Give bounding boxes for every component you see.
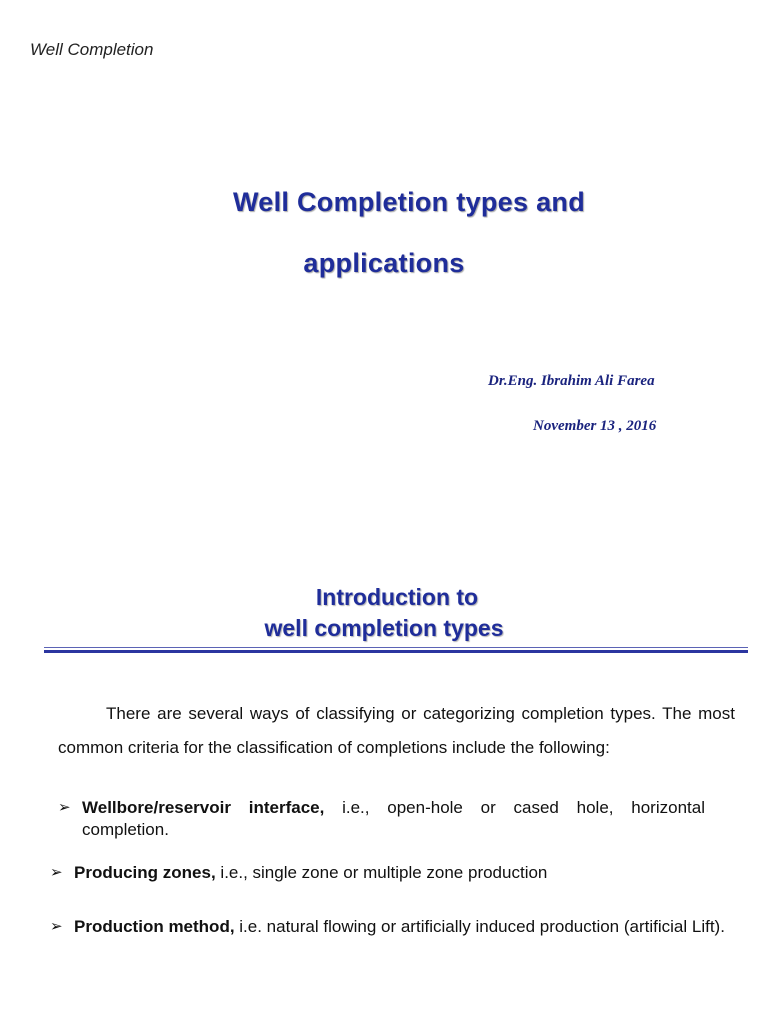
bullet-term: Producing zones, — [74, 863, 216, 882]
title-line-1: Well Completion types and — [232, 187, 586, 217]
bullet-item — [50, 862, 735, 884]
section-heading — [0, 582, 768, 644]
section-heading-line-1: Introduction to — [315, 584, 479, 610]
title-line-2: applications — [303, 248, 465, 278]
bullet-item — [50, 916, 735, 938]
bullet-text: i.e., single zone or multiple zone production — [215, 863, 548, 882]
bullet-term: Production method, — [74, 917, 235, 936]
arrow-bullet-icon: ➢ — [50, 918, 63, 935]
author-name: Dr.Eng. Ibrahim Ali Farea — [488, 373, 655, 389]
section-divider — [44, 647, 748, 653]
publication-date: November 13 , 2016 — [533, 418, 657, 434]
intro-paragraph: There are several ways of classifying or categorizing completion types. The most common criteria for the classification of completions include the following: — [58, 704, 735, 757]
bullet-text: i.e., open-hole or cased hole, horizontal completion. — [82, 798, 705, 839]
bullet-text: i.e. natural flowing or artificially induced production (artificial Lift). — [234, 917, 725, 936]
running-header: Well Completion — [30, 40, 154, 59]
arrow-bullet-icon: ➢ — [50, 864, 63, 881]
arrow-bullet-icon: ➢ — [58, 799, 71, 816]
section-heading-line-2: well completion types — [264, 615, 504, 641]
bullet-term: Wellbore/reservoir interface, — [82, 798, 325, 817]
bullet-item — [58, 797, 705, 841]
document-title — [0, 182, 768, 304]
